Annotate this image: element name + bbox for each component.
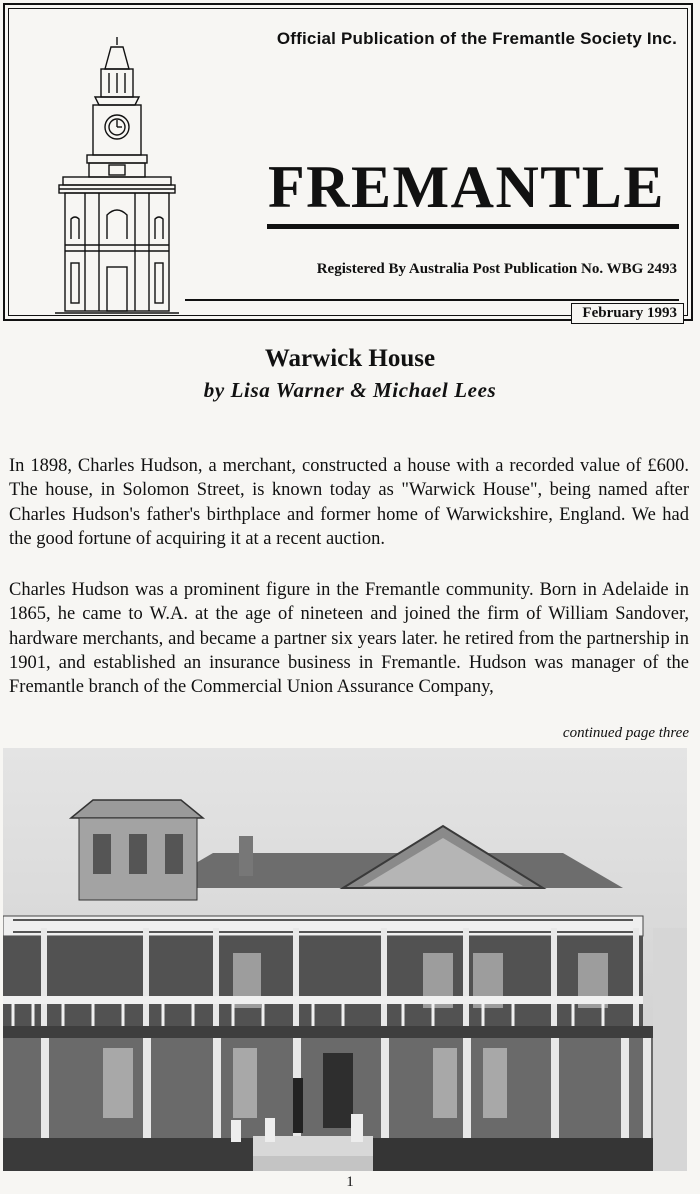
historic-house-photo-icon — [3, 748, 687, 1171]
registration-line: Registered By Australia Post Publication No. WBG 2493 — [316, 261, 677, 277]
page-number: 1 — [346, 1174, 354, 1190]
masthead — [3, 3, 693, 321]
town-hall-clock-tower-icon — [55, 35, 179, 317]
newsletter-title: FREMANTLE — [268, 154, 665, 220]
article-byline: by Lisa Warner & Michael Lees — [203, 378, 497, 402]
article-title: Warwick House — [264, 345, 436, 372]
article-paragraph-2: Charles Hudson was a prominent figure in the Fremantle community. Born in Adelaide in 1865, he came to W.A. at the age of nineteen and joined the firm of William Sandover, hardware merchants, and became a partner six years later. he retired from the partnership in 1901, and established an insurance business in Fremantle. Hudson was manager of the Fremantle branch of the Commercial Union Assurance Company, — [9, 580, 689, 698]
masthead-rule — [185, 299, 679, 301]
continued-note: continued page three — [562, 725, 689, 741]
article-paragraph-1: In 1898, Charles Hudson, a merchant, constructed a house with a recorded value of £600. The house, in Solomon Street, is known today as "Warwick House", being named after Charles Hudson's father's birthplace and former home of Warwickshire, England. We had the good fortune of acquiring it at a recent auction. — [9, 456, 689, 549]
title-rule — [267, 224, 679, 229]
publisher-line: Official Publication of the Fremantle Society Inc. — [276, 29, 677, 48]
issue-date: February 1993 — [571, 303, 684, 324]
